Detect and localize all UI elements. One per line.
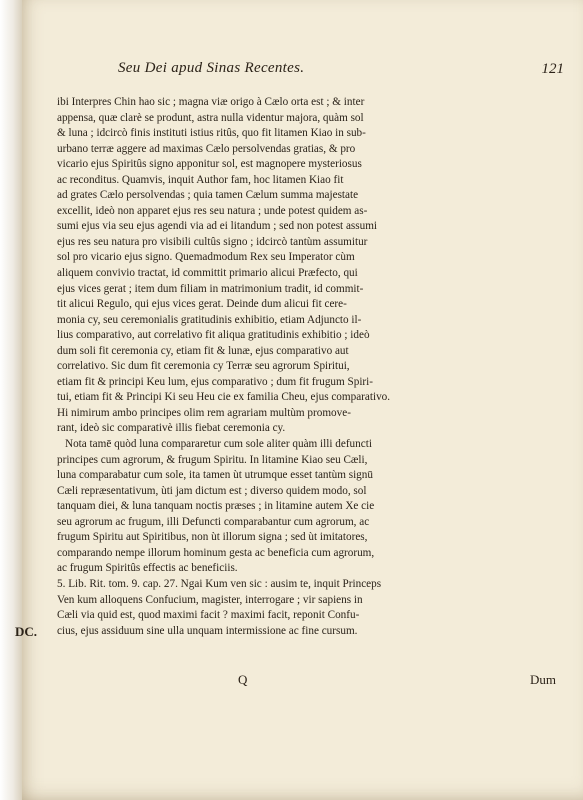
text-line: urbano terræ aggere ad maximas Cælo persolvendas gratias, & pro bbox=[57, 142, 356, 155]
text-line: monia cy, seu ceremonialis gratitudinis exhibitio, etiam Adjuncto il- bbox=[57, 313, 362, 326]
text-line: lius comparativo, aut correlativo fit aliqua gratitudinis exhibitio ; ideò bbox=[57, 329, 370, 342]
text-line: ac frugum Spiritûs effectis ac beneficiis. bbox=[57, 562, 238, 575]
text-line: ad grates Cælo persolvendas ; quia tamen Cælum summa majestate bbox=[57, 189, 359, 202]
text-line: sol pro vicario ejus signo. Quemadmodum Rex seu Imperator cùm bbox=[57, 251, 355, 264]
text-line: ac reconditus. Quamvis, inquit Author fam, hoc litamen Kiao fit bbox=[57, 173, 344, 186]
text-line: ibi Interpres Chin hao sic ; magna viæ origo à Cælo orta est ; & inter bbox=[57, 96, 365, 108]
text-line: correlativo. Sic dum fit ceremonia cy Terræ seu agrorum Spiritui, bbox=[57, 360, 350, 373]
signature-mark: Q bbox=[238, 672, 248, 687]
text-line: ejus vices gerat ; item dum filiam in matrimonium tradit, id commit- bbox=[57, 282, 364, 295]
text-line: luna comparabatur cum sole, ita tamen ùt utrumque esset tantùm signū bbox=[57, 469, 373, 482]
text-line: tanquam diei, & luna tanquam noctis præses ; in litamine autem Xe cie bbox=[57, 500, 375, 513]
running-head: Seu Dei apud Sinas Recentes. bbox=[118, 60, 305, 76]
text-line: comparando nempe illorum hominum gesta ac beneficia cum agrorum, bbox=[57, 546, 375, 559]
text-line: sumi ejus via seu ejus agendi via ad ei litandum ; sed non potest assumi bbox=[57, 220, 378, 233]
text-line: Cæli repræsentativum, ùti jam dictum est ; diverso quidem modo, sol bbox=[57, 484, 367, 497]
text-line: Hi nimirum ambo principes olim rem agrariam multùm promove- bbox=[57, 406, 351, 419]
text-line: cius, ejus assiduum sine ulla unquam intermissione ac fine cursum. bbox=[57, 624, 358, 637]
text-line: ejus res seu natura pro visibili cultûs signo ; idcircò tantùm assumitur bbox=[57, 235, 368, 248]
text-line: principes cum agrorum, & frugum Spiritu. In litamine Kiao seu Cæli, bbox=[57, 453, 368, 466]
text-line: 5. Lib. Rit. tom. 9. cap. 27. Ngai Kum ven sic : ausim te, inquit Princeps bbox=[57, 577, 382, 590]
text-line: vicario ejus Spiritûs signo apponitur sol, est magnopere mysteriosus bbox=[57, 158, 362, 171]
text-line: appensa, quæ clarè se produnt, astra nulla videntur majora, quàm sol bbox=[57, 111, 364, 124]
text-line: tui, etiam fit & Principi Ki seu Heu cie ex familia Cheu, ejus comparativo. bbox=[57, 391, 391, 404]
text-line: etiam fit & principi Keu lum, ejus comparativo ; dum fit frugum Spiri- bbox=[57, 375, 373, 388]
text-line: Cæli via quid est, quod maximi facit ? maximi facit, reponit Confu- bbox=[57, 609, 360, 622]
catchword: Dum bbox=[530, 672, 556, 687]
body-text bbox=[57, 95, 551, 639]
text-line: rant, ideò sic comparativè illis fiebat ceremonia cy. bbox=[57, 422, 286, 435]
margin-note: DC. bbox=[15, 624, 38, 639]
text-line: dum soli fit ceremonia cy, etiam fit & lunæ, ejus comparativo aut bbox=[57, 344, 349, 357]
text-line: Ven kum alloquens Confucium, magister, interrogare ; vir sapiens in bbox=[57, 593, 363, 606]
text-line: tit alicui Regulo, qui ejus vices gerat. Deinde dum alicui fit cere- bbox=[57, 298, 347, 311]
text-line: seu agrorum ac frugum, illi Defuncti comparabantur cum agrorum, ac bbox=[57, 515, 370, 528]
text-line: & luna ; idcircò finis instituti istius ritûs, quo fit litamen Kiao in sub- bbox=[57, 127, 366, 140]
page-number: 121 bbox=[541, 61, 564, 77]
text-line: frugum Spiritu aut Spiritibus, non ùt illorum signa ; sed ùt imitatores, bbox=[57, 531, 368, 544]
text-line: aliquem convivio tractat, id committit primario alicui Præfecto, qui bbox=[57, 267, 358, 280]
text-line: excellit, ideò non apparet ejus res seu natura ; unde potest quidem as- bbox=[57, 204, 368, 217]
page-gutter-shadow bbox=[0, 0, 22, 800]
text-line: Nota tamē quòd luna compararetur cum sole aliter quàm illi defuncti bbox=[65, 438, 372, 451]
